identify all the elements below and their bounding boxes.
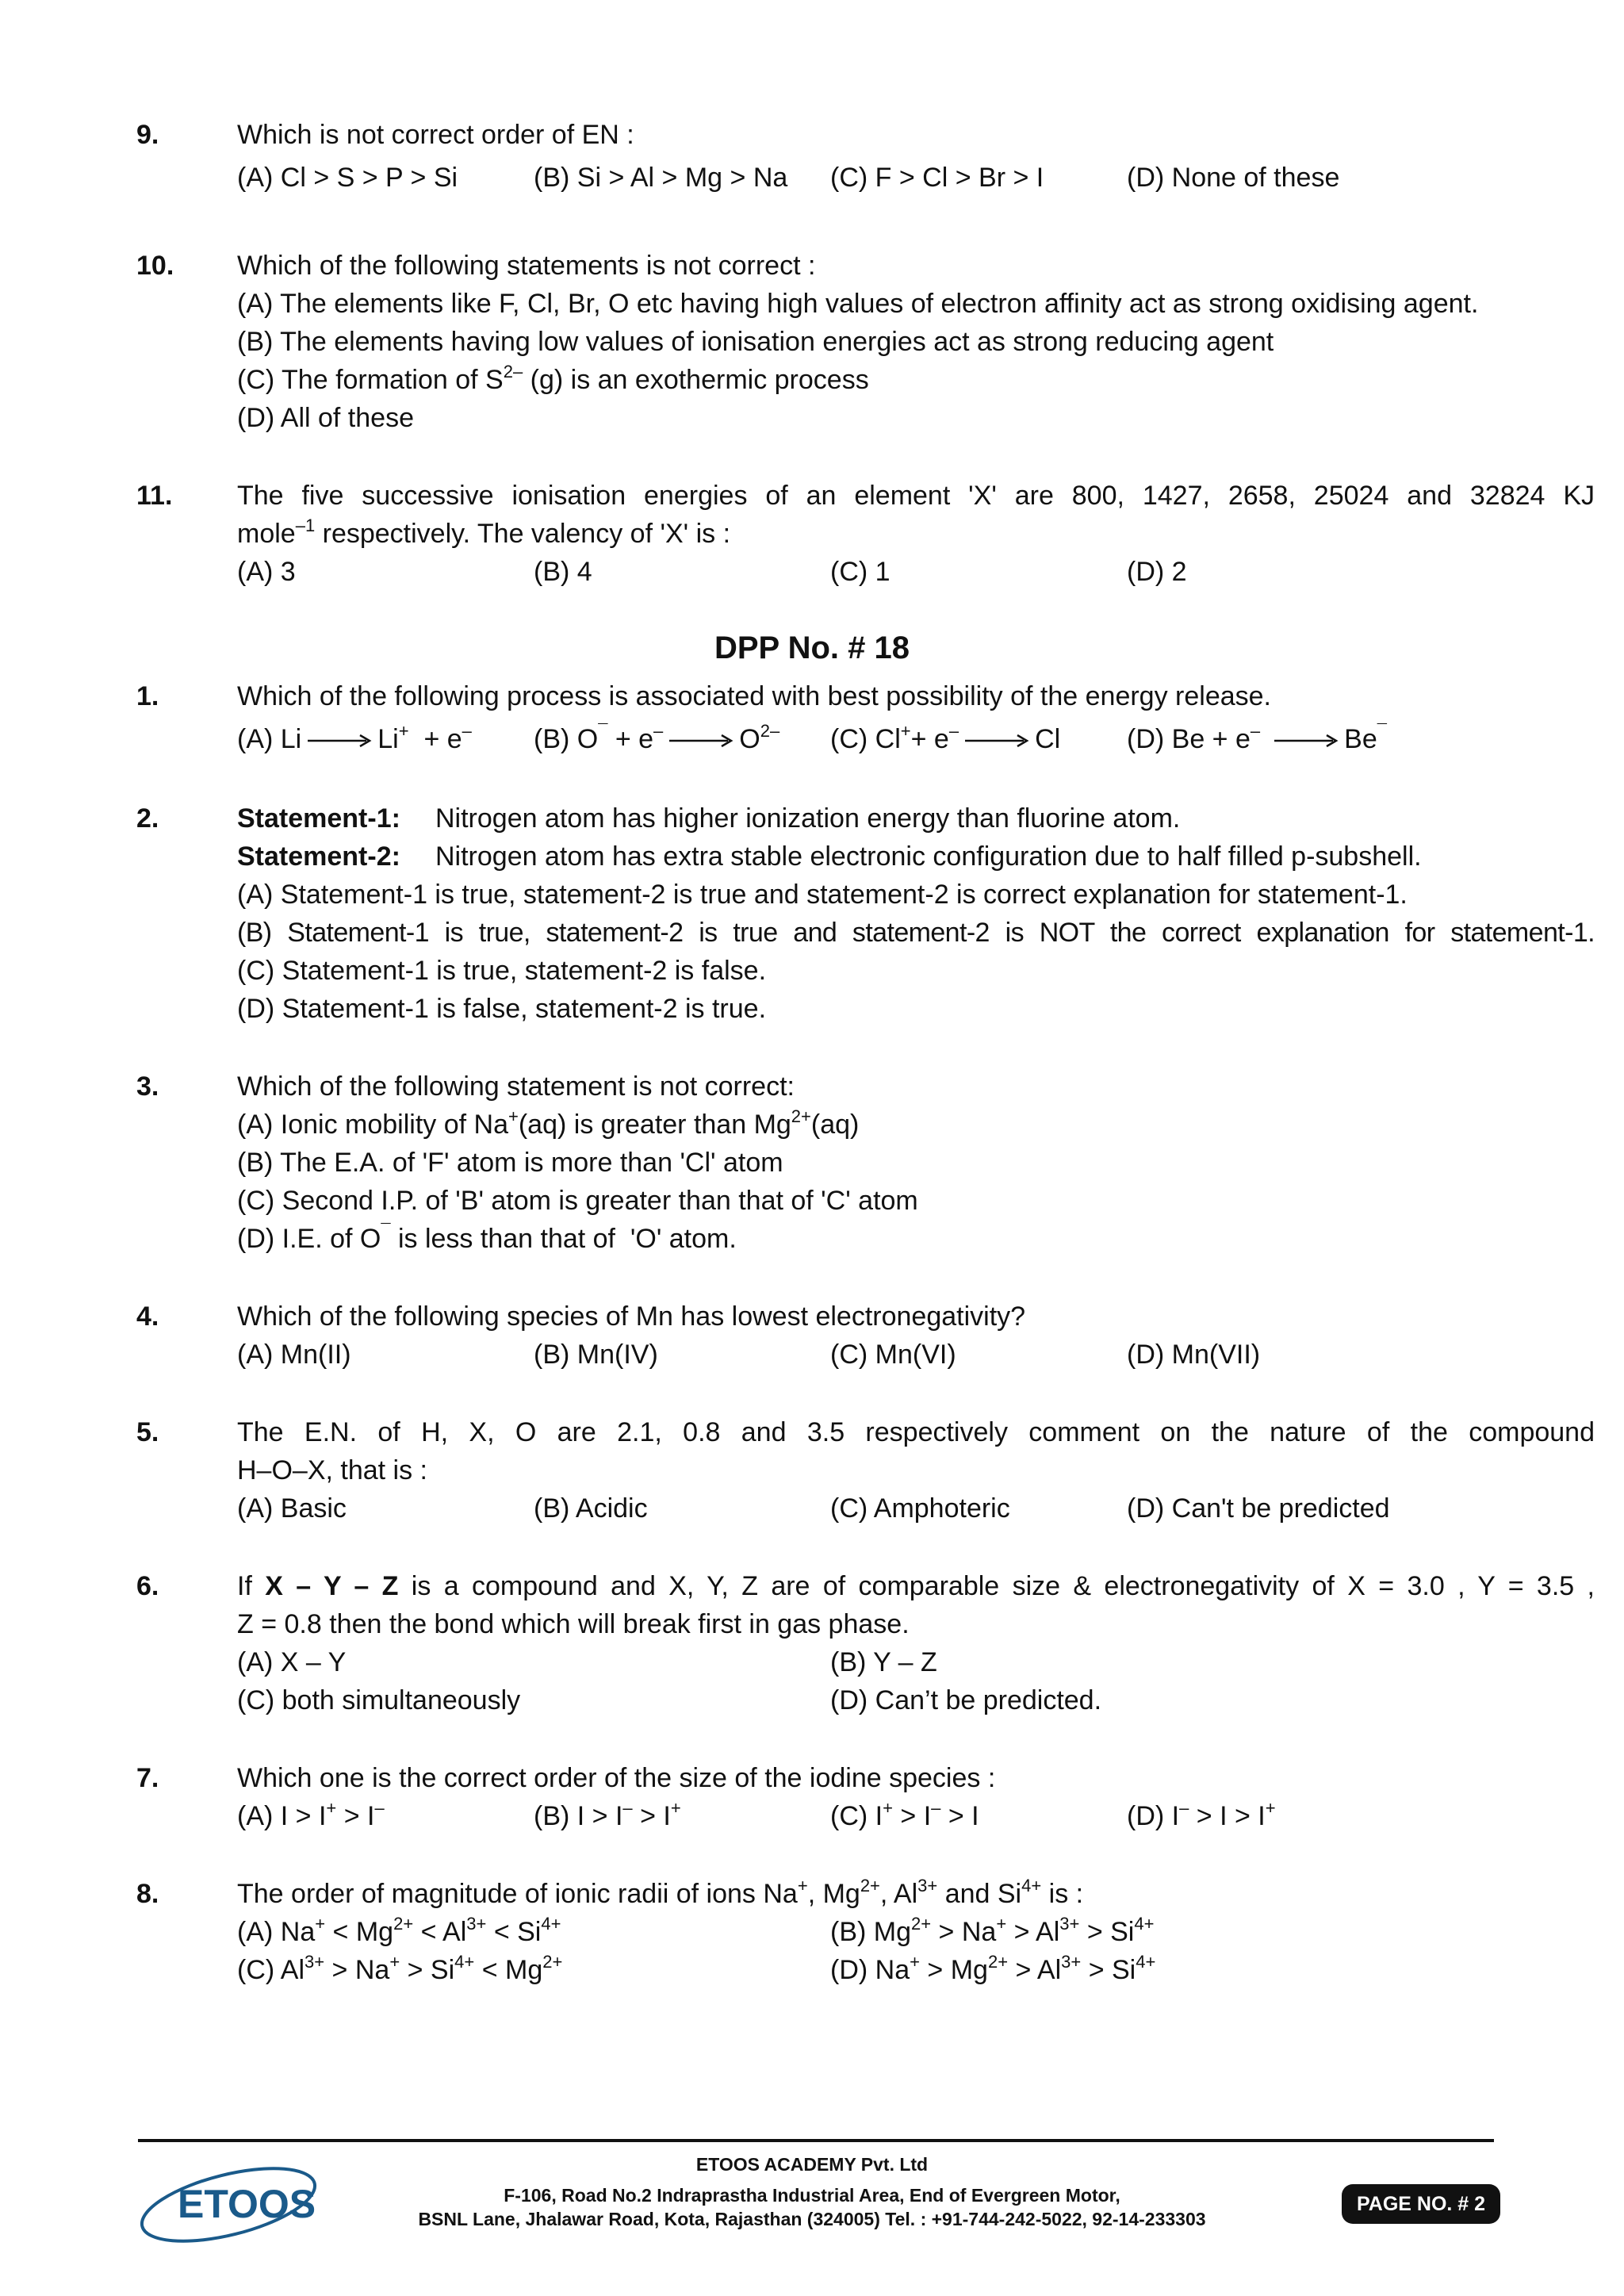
section-heading: DPP No. # 18 bbox=[714, 631, 910, 665]
superscript: 3+ bbox=[304, 1951, 325, 1972]
text: (C) Cl bbox=[830, 724, 901, 754]
text: (B) Mg bbox=[830, 1917, 911, 1947]
text: > Si bbox=[1081, 1955, 1136, 1985]
option-d bbox=[1127, 722, 1387, 757]
question-text-continued: H–O–X, that is : bbox=[237, 1455, 427, 1485]
option-a: (A) 3 bbox=[237, 557, 296, 587]
question-number: 2. bbox=[136, 803, 159, 834]
superscript: –1 bbox=[295, 515, 316, 535]
reaction-arrow-icon bbox=[306, 733, 373, 749]
option-b: (B) 4 bbox=[534, 557, 592, 587]
superscript: 2– bbox=[503, 361, 523, 381]
text: (A) I > I bbox=[237, 1801, 327, 1831]
superscript: 3+ bbox=[466, 1913, 487, 1934]
superscript: + bbox=[900, 720, 911, 741]
reaction-arrow-icon bbox=[963, 733, 1030, 749]
option-d bbox=[237, 1221, 737, 1256]
superscript: ¯ bbox=[381, 1220, 391, 1240]
question-text: Which of the following process is associated with best possibility of the energy release. bbox=[237, 681, 1271, 711]
footer-address-line1: F-106, Road No.2 Indraprastha Industrial Area, End of Evergreen Motor, bbox=[504, 2185, 1120, 2206]
text: and Si bbox=[937, 1879, 1022, 1909]
option-b bbox=[830, 1915, 1154, 1949]
text: The order of magnitude of ionic radii of ions Na bbox=[237, 1879, 798, 1909]
superscript: + bbox=[315, 1913, 326, 1934]
text: (aq) is greater than Mg bbox=[518, 1110, 791, 1140]
option-d: (D) All of these bbox=[237, 403, 414, 433]
text: is : bbox=[1041, 1879, 1084, 1909]
option-text: (C) The formation of S bbox=[237, 365, 504, 395]
option-b bbox=[534, 1799, 681, 1834]
option-d: (D) Can’t be predicted. bbox=[830, 1685, 1102, 1715]
superscript: + bbox=[389, 1951, 400, 1972]
question-text bbox=[237, 1876, 1083, 1911]
text: respectively. The valency of 'X' is : bbox=[315, 519, 731, 549]
option-d bbox=[1127, 1799, 1276, 1834]
superscript: 2+ bbox=[393, 1913, 414, 1934]
question-number: 1. bbox=[136, 681, 159, 711]
option-c bbox=[830, 722, 1060, 757]
text: > Na bbox=[931, 1917, 997, 1947]
option-b bbox=[534, 722, 779, 757]
text: < Al bbox=[413, 1917, 467, 1947]
option-c bbox=[237, 1953, 562, 1987]
question-text: The E.N. of H, X, O are 2.1, 0.8 and 3.5 respectively comment on the nature of the compound bbox=[237, 1417, 1595, 1447]
text: < Mg bbox=[325, 1917, 394, 1947]
text: (D) Be + e bbox=[1127, 724, 1251, 754]
text: is less than that of 'O' atom. bbox=[390, 1224, 737, 1254]
superscript: – bbox=[622, 1797, 633, 1818]
text: > I bbox=[632, 1801, 671, 1831]
text: (B) I > I bbox=[534, 1801, 623, 1831]
superscript: + bbox=[910, 1951, 920, 1972]
superscript: 2+ bbox=[860, 1875, 880, 1895]
question-text: Which of the following species of Mn has lowest electronegativity? bbox=[237, 1301, 1026, 1332]
text: , Al bbox=[879, 1879, 918, 1909]
text: + e bbox=[408, 724, 462, 754]
option-d: (D) Can't be predicted bbox=[1127, 1493, 1390, 1524]
text: (D) I.E. of O bbox=[237, 1224, 381, 1254]
text: < Mg bbox=[474, 1955, 543, 1985]
option-a bbox=[237, 722, 472, 757]
superscript: 4+ bbox=[1134, 1913, 1155, 1934]
option-d: (D) 2 bbox=[1127, 557, 1187, 587]
footer-divider bbox=[138, 2139, 1494, 2142]
text: > I bbox=[940, 1801, 979, 1831]
superscript: + bbox=[508, 1106, 519, 1126]
text: (D) Na bbox=[830, 1955, 910, 1985]
text: Be bbox=[1344, 724, 1377, 754]
option-a: (A) X – Y bbox=[237, 1647, 347, 1677]
text: > Si bbox=[400, 1955, 455, 1985]
text: mole bbox=[237, 519, 296, 549]
text: (A) Li bbox=[237, 724, 302, 754]
question-number: 9. bbox=[136, 120, 159, 150]
superscript: 2+ bbox=[791, 1106, 811, 1126]
question-text-continued: Z = 0.8 then the bond which will break first in gas phase. bbox=[237, 1609, 910, 1639]
option-a bbox=[237, 1915, 561, 1949]
superscript: – bbox=[1250, 720, 1261, 741]
text: O bbox=[739, 724, 760, 754]
question-number: 6. bbox=[136, 1571, 159, 1601]
option-c: (C) F > Cl > Br > I bbox=[830, 163, 1044, 193]
question-number: 7. bbox=[136, 1763, 159, 1793]
option-c: (C) Statement-1 is true, statement-2 is false. bbox=[237, 956, 767, 986]
superscript: 2+ bbox=[911, 1913, 932, 1934]
superscript: + bbox=[1265, 1797, 1276, 1818]
option-a bbox=[237, 1107, 859, 1142]
text: Li bbox=[377, 724, 399, 754]
question-number: 3. bbox=[136, 1071, 159, 1102]
superscript: 4+ bbox=[1136, 1951, 1156, 1972]
text: (A) Ionic mobility of Na bbox=[237, 1110, 508, 1140]
question-number: 11. bbox=[136, 481, 173, 511]
option-b: (B) Statement-1 is true, statement-2 is true and statement-2 is NOT the correct explanation for statement-1. bbox=[237, 918, 1595, 948]
option-c bbox=[237, 362, 869, 397]
question-number: 8. bbox=[136, 1879, 159, 1909]
question-text: Which one is the correct order of the size of the iodine species : bbox=[237, 1763, 996, 1793]
text: + e bbox=[910, 724, 949, 754]
question-text bbox=[237, 1569, 1595, 1604]
statement-1-text: Nitrogen atom has higher ionization energy than fluorine atom. bbox=[435, 803, 1181, 834]
text: > Al bbox=[1006, 1917, 1060, 1947]
superscript: + bbox=[670, 1797, 681, 1818]
superscript: + bbox=[398, 720, 409, 741]
compound-formula: X – Y – Z bbox=[265, 1571, 399, 1601]
superscript: – bbox=[462, 720, 472, 741]
text: > Si bbox=[1079, 1917, 1135, 1947]
superscript: – bbox=[653, 720, 664, 741]
question-text: Which of the following statement is not correct: bbox=[237, 1071, 795, 1102]
text: , Mg bbox=[807, 1879, 860, 1909]
question-text-continued bbox=[237, 516, 730, 551]
text: + e bbox=[607, 724, 654, 754]
text: > Na bbox=[324, 1955, 390, 1985]
superscript: + bbox=[996, 1913, 1007, 1934]
footer-company: ETOOS ACADEMY Pvt. Ltd bbox=[695, 2154, 929, 2175]
option-text: (g) is an exothermic process bbox=[523, 365, 869, 395]
superscript: 4+ bbox=[1021, 1875, 1042, 1895]
superscript: 3+ bbox=[917, 1875, 938, 1895]
superscript: 3+ bbox=[1061, 1951, 1082, 1972]
option-a: (A) Mn(II) bbox=[237, 1340, 351, 1370]
option-c: (C) Mn(VI) bbox=[830, 1340, 956, 1370]
reaction-arrow-icon bbox=[1273, 733, 1339, 749]
text: (C) I bbox=[830, 1801, 883, 1831]
option-d: (D) None of these bbox=[1127, 163, 1340, 193]
question-text: The five successive ionisation energies of an element 'X' are 800, 1427, 2658, 25024 and 32824 KJ bbox=[237, 481, 1595, 511]
page-number-badge: PAGE NO. # 2 bbox=[1342, 2184, 1500, 2224]
option-b: (B) Acidic bbox=[534, 1493, 648, 1524]
option-b: (B) Y – Z bbox=[830, 1647, 937, 1677]
statement-2-text: Nitrogen atom has extra stable electronic configuration due to half filled p-subshell. bbox=[435, 841, 1422, 872]
text: If bbox=[237, 1571, 266, 1601]
superscript: + bbox=[797, 1875, 808, 1895]
text: Cl bbox=[1035, 724, 1061, 754]
superscript: – bbox=[948, 720, 959, 741]
question-number: 10. bbox=[136, 251, 174, 281]
superscript: – bbox=[374, 1797, 385, 1818]
text: > I bbox=[892, 1801, 932, 1831]
option-a: (A) Basic bbox=[237, 1493, 347, 1524]
reaction-arrow-icon bbox=[668, 733, 734, 749]
text: > I > I bbox=[1189, 1801, 1266, 1831]
text: < Si bbox=[486, 1917, 542, 1947]
option-d: (D) Mn(VII) bbox=[1127, 1340, 1261, 1370]
superscript: 2+ bbox=[542, 1951, 563, 1972]
text: (A) Na bbox=[237, 1917, 316, 1947]
option-a: (A) Cl > S > P > Si bbox=[237, 163, 458, 193]
superscript: ¯ bbox=[1377, 720, 1387, 741]
superscript: + bbox=[883, 1797, 893, 1818]
superscript: 4+ bbox=[454, 1951, 475, 1972]
option-c: (C) Second I.P. of 'B' atom is greater than that of 'C' atom bbox=[237, 1186, 918, 1216]
option-a: (A) Statement-1 is true, statement-2 is true and statement-2 is correct explanation for statement-1. bbox=[237, 880, 1408, 910]
question-number: 5. bbox=[136, 1417, 159, 1447]
superscript: – bbox=[931, 1797, 941, 1818]
text: > Al bbox=[1008, 1955, 1062, 1985]
superscript: 2+ bbox=[987, 1951, 1009, 1972]
option-c: (C) 1 bbox=[830, 557, 891, 587]
superscript: ¯ bbox=[598, 720, 608, 741]
text: (B) O bbox=[534, 724, 599, 754]
option-d bbox=[830, 1953, 1155, 1987]
option-b: (B) Mn(IV) bbox=[534, 1340, 658, 1370]
superscript: + bbox=[326, 1797, 337, 1818]
text: (aq) bbox=[810, 1110, 860, 1140]
option-c: (C) Amphoteric bbox=[830, 1493, 1010, 1524]
logo-text: ETOOS bbox=[178, 2182, 316, 2226]
question-text: Which of the following statements is not correct : bbox=[237, 251, 816, 281]
text: > Mg bbox=[919, 1955, 988, 1985]
option-b: (B) The elements having low values of ionisation energies act as strong reducing agent bbox=[237, 327, 1274, 357]
footer-address-line2: BSNL Lane, Jhalawar Road, Kota, Rajasthan (324005) Tel. : +91-744-242-5022, 92-14-233303 bbox=[418, 2209, 1206, 2229]
statement-1-label: Statement-1: bbox=[237, 803, 400, 834]
option-d: (D) Statement-1 is false, statement-2 is true. bbox=[237, 994, 767, 1024]
question-text: Which is not correct order of EN : bbox=[237, 120, 634, 150]
option-a bbox=[237, 1799, 385, 1834]
superscript: 3+ bbox=[1059, 1913, 1080, 1934]
text: (D) I bbox=[1127, 1801, 1180, 1831]
text: is a compound and X, Y, Z are of comparable size & electronegativity of X = 3.0 , Y = 3.5 , bbox=[398, 1571, 1595, 1601]
superscript: 4+ bbox=[541, 1913, 561, 1934]
superscript: – bbox=[1179, 1797, 1189, 1818]
option-b: (B) Si > Al > Mg > Na bbox=[534, 163, 788, 193]
option-a: (A) The elements like F, Cl, Br, O etc having high values of electron affinity act as strong oxidising agent. bbox=[237, 289, 1479, 319]
statement-2-label: Statement-2: bbox=[237, 841, 400, 872]
text: (C) Al bbox=[237, 1955, 304, 1985]
option-b: (B) The E.A. of 'F' atom is more than 'Cl' atom bbox=[237, 1148, 783, 1178]
option-c bbox=[830, 1799, 979, 1834]
text: > I bbox=[336, 1801, 375, 1831]
superscript: 2– bbox=[760, 720, 780, 741]
question-number: 4. bbox=[136, 1301, 159, 1332]
option-c: (C) both simultaneously bbox=[237, 1685, 521, 1715]
